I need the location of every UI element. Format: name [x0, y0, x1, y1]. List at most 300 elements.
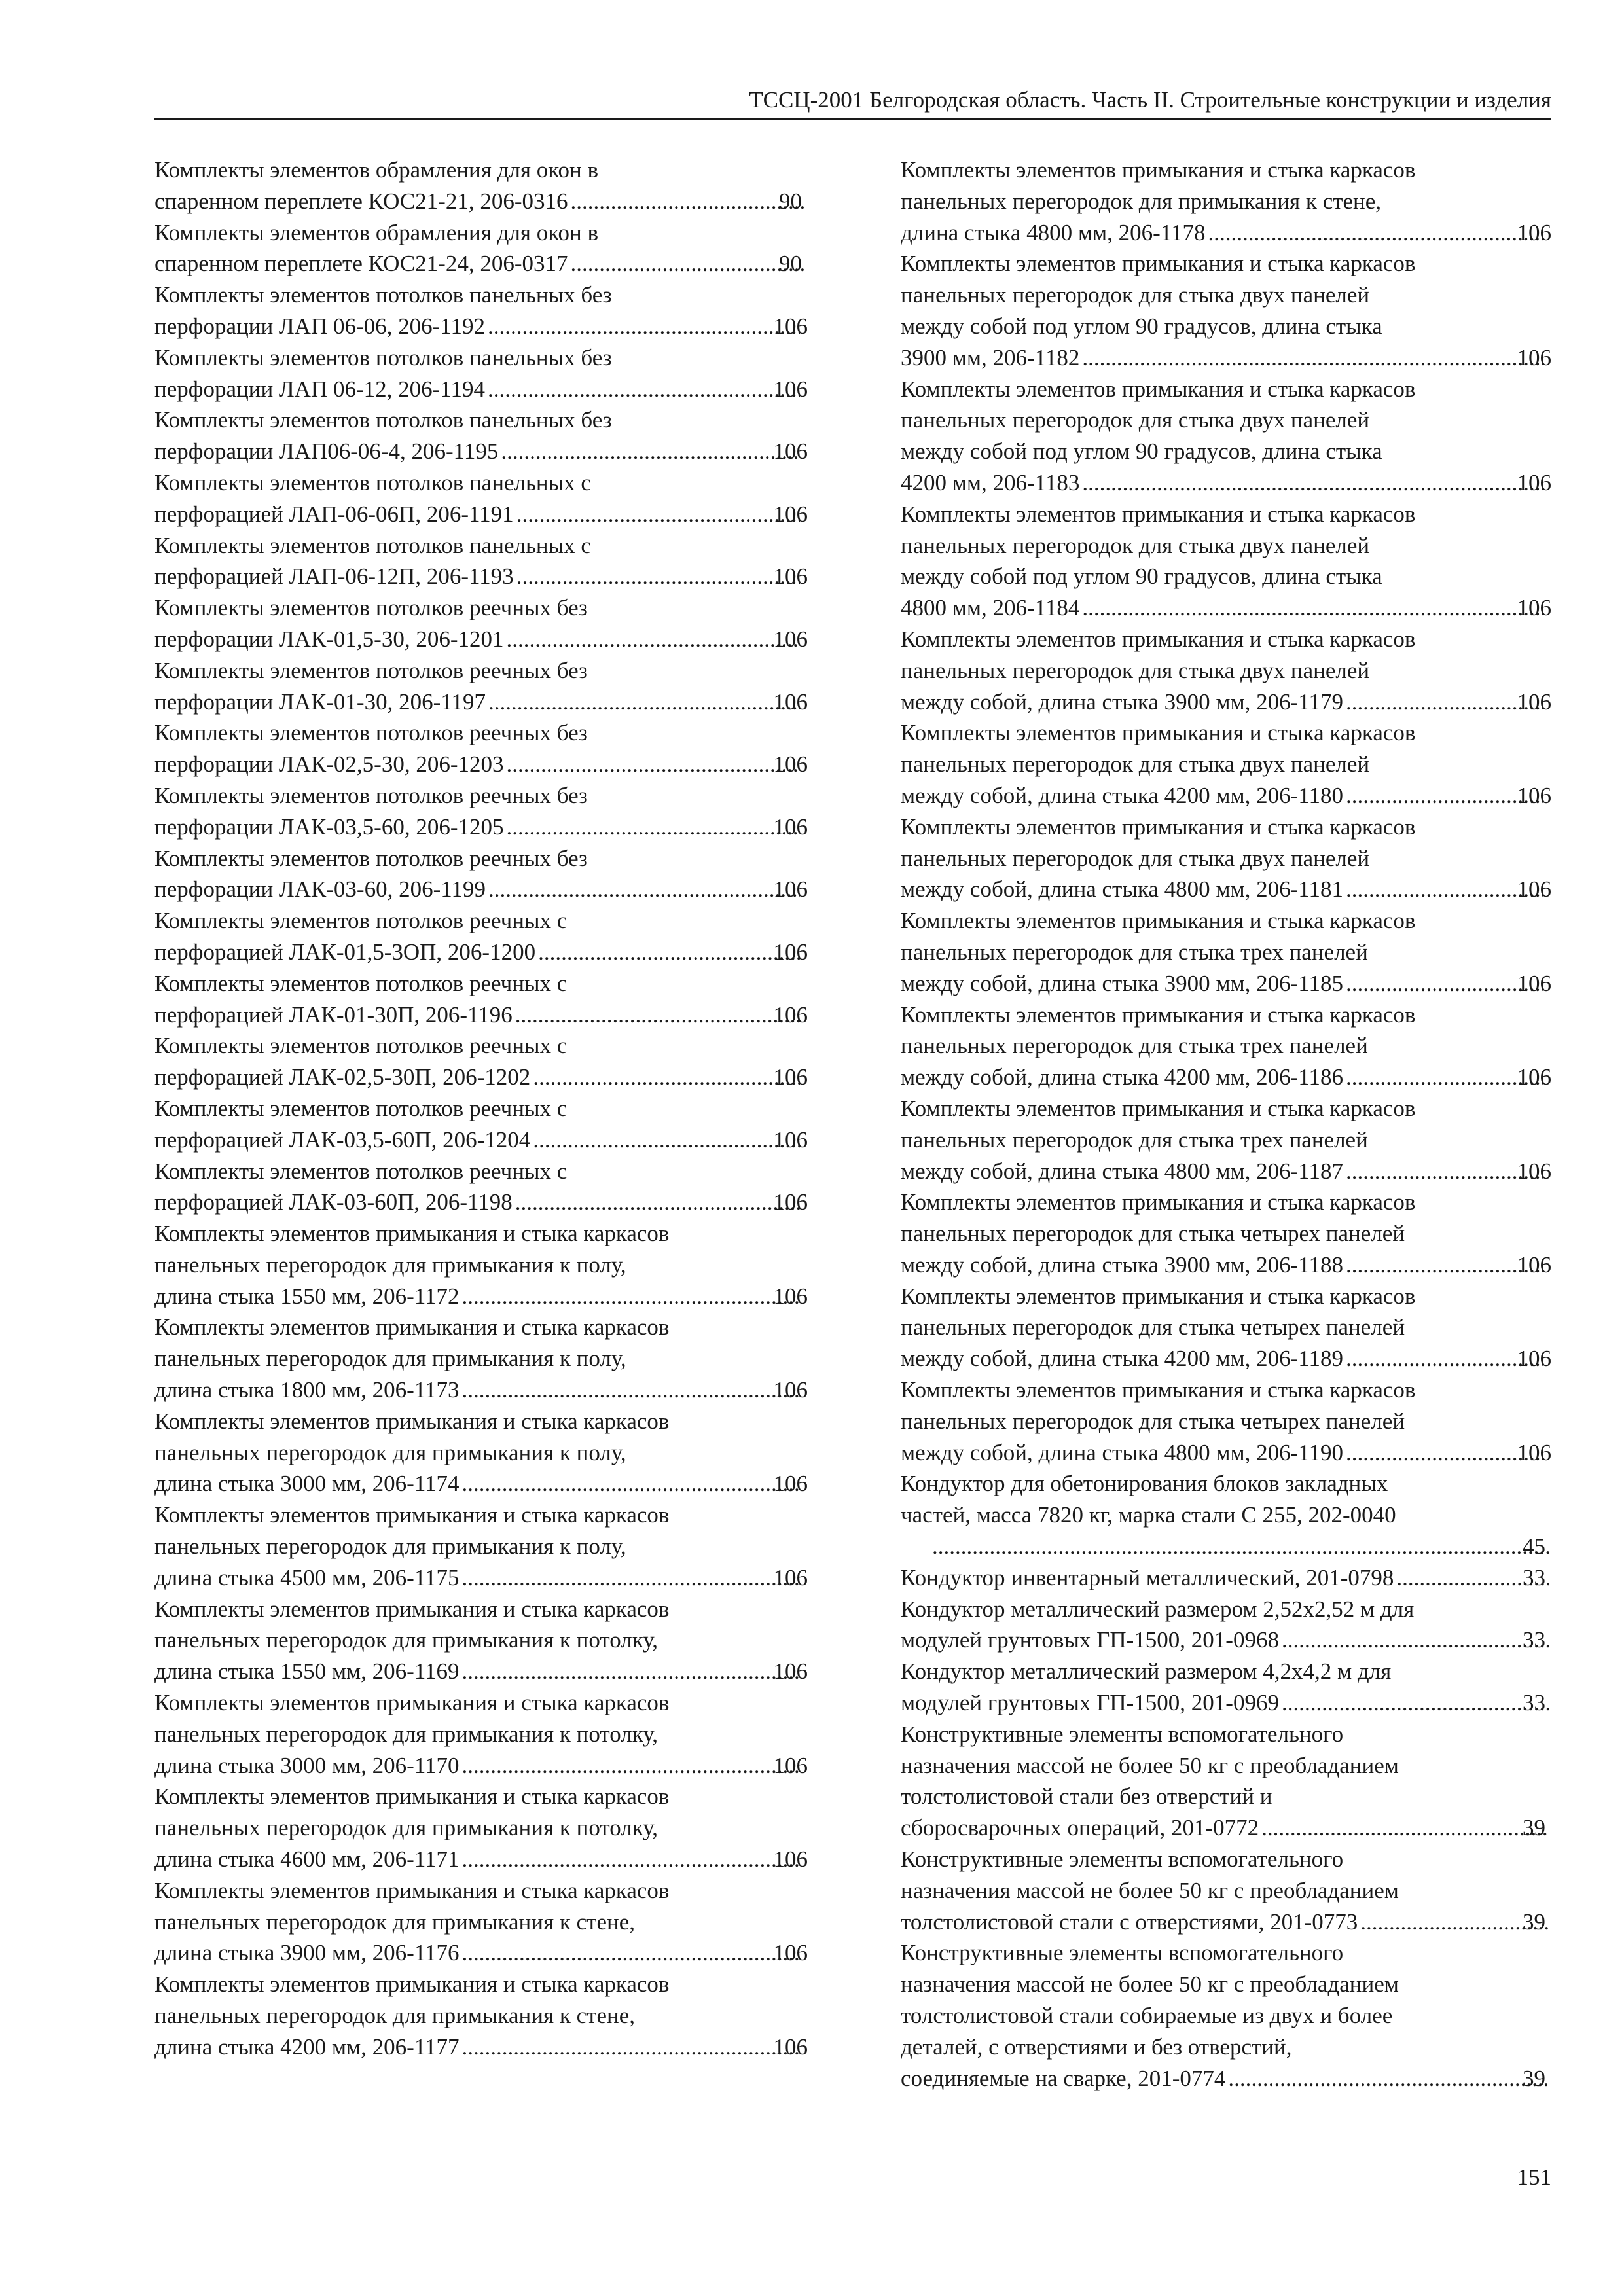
- dot-leader: [462, 1281, 800, 1312]
- index-entry-page: 106: [1517, 782, 1551, 808]
- index-entry-text: перфорации ЛАК-01-30, 206-1197: [154, 689, 486, 715]
- index-entry-text: панельных перегородок для примыкания к полу,: [154, 1346, 626, 1372]
- index-entry-text: Комплекты элементов примыкания и стыка каркасов: [901, 376, 1416, 402]
- index-entry-text: Комплекты элементов примыкания и стыка каркасов: [154, 1502, 670, 1528]
- index-entry-last-line: [154, 499, 808, 530]
- index-entry-text: перфорации ЛАК-01,5-30, 206-1201: [154, 626, 504, 652]
- dot-leader: [1282, 1687, 1549, 1719]
- dot-leader: [1346, 1343, 1543, 1374]
- dot-leader: [1346, 1156, 1543, 1187]
- dot-leader: [515, 999, 800, 1031]
- index-entry: [154, 1093, 808, 1156]
- index-entry-text: Комплекты элементов примыкания и стыка каркасов: [901, 1001, 1416, 1028]
- index-entry: [901, 624, 1551, 717]
- index-entry-last-line: [154, 1374, 808, 1406]
- dot-leader: [462, 1468, 800, 1499]
- index-entry-text: Конструктивные элементы вспомогательного: [901, 1846, 1344, 1873]
- index-entry-text: панельных перегородок для примыкания к полу,: [154, 1534, 626, 1560]
- index-entry-text: частей, масса 7820 кг, марка стали С 255, 202-0040: [901, 1502, 1396, 1528]
- index-entry-last-line: [154, 1656, 808, 1687]
- index-entry-text: соединяемые на сварке, 201-0774: [901, 2065, 1226, 2091]
- index-entry-text: панельных перегородок для примыкания к потолку,: [154, 1815, 658, 1841]
- index-entry: [154, 780, 808, 843]
- dot-leader: [507, 749, 800, 780]
- dot-leader: [488, 874, 800, 905]
- index-entry-text: перфорацией ЛАП-06-12П, 206-1193: [154, 564, 514, 590]
- index-entry-text: Комплекты элементов примыкания и стыка каркасов: [901, 1189, 1416, 1215]
- index-entry-page: 106: [773, 439, 808, 465]
- index-entry-text: Комплекты элементов примыкания и стыка каркасов: [154, 1877, 670, 1903]
- index-entry-last-line: модулей грунтовых ГП-1500, 201-0969 ..... 33: [929, 1687, 1551, 1719]
- index-entry: [154, 154, 808, 217]
- index-entry-text: длина стыка 4200 мм, 206-1177: [154, 2034, 460, 2060]
- index-entry-text: перфорацией ЛАК-03-60П, 206-1198: [154, 1189, 513, 1215]
- index-entry: [154, 1406, 808, 1499]
- index-entry: [901, 1468, 1551, 1562]
- index-entry: [154, 342, 808, 405]
- dot-leader: [462, 1750, 800, 1782]
- index-entry-page: 106: [1517, 876, 1551, 903]
- index-entry-page: 106: [773, 2034, 808, 2060]
- index-entry-text: Комплекты элементов примыкания и стыка каркасов: [154, 1314, 670, 1340]
- index-entry-text: длина стыка 1550 мм, 206-1172: [154, 1283, 460, 1309]
- index-entry-page: 106: [773, 1126, 808, 1153]
- index-entry-text: Комплекты элементов потолков панельных без: [154, 407, 612, 433]
- index-entry-text: длина стыка 3900 мм, 206-1176: [154, 1940, 460, 1966]
- index-entry-page: 106: [773, 1064, 808, 1090]
- index-entry-page: 106: [773, 1283, 808, 1309]
- index-entry-text: сборосварочных операций, 201-0772: [901, 1815, 1259, 1841]
- index-entry-page: 106: [773, 1752, 808, 1778]
- index-entry: [154, 217, 808, 280]
- index-entry-text: Комплекты элементов потолков панельных без: [154, 282, 612, 308]
- index-entry-text: Комплекты элементов потолков реечных с: [154, 1158, 568, 1184]
- index-entry-last-line: [154, 436, 808, 467]
- index-entry-text: панельных перегородок для стыка двух панелей: [901, 407, 1370, 433]
- index-entry-text: панельных перегородок для стыка двух панелей: [901, 751, 1370, 778]
- index-entry-text: Комплекты элементов потолков реечных без: [154, 845, 588, 871]
- index-entry-last-line: [154, 311, 808, 342]
- dot-leader: [533, 1062, 799, 1093]
- index-entry-last-line: [154, 1562, 808, 1594]
- index-entry-page: 106: [773, 1564, 808, 1590]
- index-entry-text: Кондуктор инвентарный металлический, 201-0798: [901, 1564, 1394, 1590]
- index-entry: [901, 1187, 1551, 1280]
- index-entry-text: Комплекты элементов потолков панельных с: [154, 469, 591, 495]
- dot-leader: [1346, 687, 1543, 718]
- index-entry-last-line: [154, 1937, 808, 1969]
- index-entry-text: Комплекты элементов потолков реечных с: [154, 970, 568, 996]
- index-entry-text: длина стыка 4500 мм, 206-1175: [154, 1564, 460, 1590]
- index-entry-page: 106: [773, 564, 808, 590]
- index-entry-last-line: [901, 687, 1551, 718]
- index-entry-text: Комплекты элементов примыкания и стыка каркасов: [154, 1971, 670, 1998]
- index-entry-text: Комплекты элементов примыкания и стыка каркасов: [901, 1095, 1416, 1121]
- dot-leader: [516, 499, 800, 530]
- index-entry: [154, 905, 808, 968]
- index-entry-text: между собой под углом 90 градусов, длина стыка: [901, 313, 1382, 339]
- index-entry: [154, 968, 808, 1031]
- index-entry-last-line: [154, 937, 808, 968]
- index-entry-text: панельных перегородок для примыкания к потолку,: [154, 1721, 658, 1747]
- index-entry-text: модулей грунтовых ГП-1500, 201-0969: [901, 1690, 1279, 1716]
- index-entry-last-line: [901, 1156, 1551, 1187]
- index-entry: [154, 1969, 808, 2062]
- index-entry-text: длина стыка 4600 мм, 206-1171: [154, 1846, 460, 1873]
- dot-leader: [462, 2032, 800, 2063]
- index-entry-page: 106: [1517, 595, 1551, 621]
- index-entry-text: между собой, длина стыка 3900 мм, 206-1185: [901, 970, 1344, 996]
- index-entry-text: Конструктивные элементы вспомогательного: [901, 1940, 1344, 1966]
- dot-leader: [488, 687, 800, 718]
- dot-leader: [1346, 1249, 1543, 1281]
- index-entry-text: между собой, длина стыка 3900 мм, 206-1179: [901, 689, 1344, 715]
- index-entry-page: 106: [773, 1189, 808, 1215]
- index-entry-page: 106: [1517, 689, 1551, 715]
- index-entry-text: назначения массой не более 50 кг с преобладанием: [901, 1877, 1399, 1903]
- page-number: 151: [1517, 2164, 1551, 2190]
- running-header-title: ТССЦ-2001 Белгородская область. Часть II. Строительные конструкции и изделия: [749, 87, 1551, 113]
- index-entry-text: Комплекты элементов примыкания и стыка каркасов: [901, 1283, 1416, 1309]
- index-entry-text: толстолистовой стали без отверстий и: [901, 1784, 1272, 1810]
- index-entry-text: спаренном переплете КОС21-21, 206-0316: [154, 188, 568, 214]
- dot-leader: [462, 1844, 800, 1875]
- index-entry-page: 106: [773, 1846, 808, 1873]
- index-entry-page: 106: [773, 1471, 808, 1497]
- index-entry-text: Комплекты элементов примыкания и стыка каркасов: [901, 1377, 1416, 1403]
- index-entry-last-line: [901, 1249, 1551, 1281]
- index-entry: [154, 1875, 808, 1969]
- index-entry-page: 106: [1517, 469, 1551, 495]
- index-entry-page: 106: [773, 1001, 808, 1028]
- index-entry-text: 3900 мм, 206-1182: [901, 344, 1080, 370]
- dot-leader: [533, 1124, 799, 1156]
- dot-leader: [1282, 1624, 1549, 1656]
- index-entry-last-line: [154, 874, 808, 905]
- index-entry-text: длина стыка 1800 мм, 206-1173: [154, 1377, 460, 1403]
- index-entry: [154, 592, 808, 655]
- index-entry-text: толстолистовой стали собираемые из двух и более: [901, 2003, 1393, 2029]
- index-entry-text: Комплекты элементов потолков реечных без: [154, 595, 588, 621]
- index-entry-last-line: спаренном переплете КОС21-24, 206-0317 ..... 90: [183, 248, 808, 279]
- index-entry-last-line: [901, 342, 1551, 374]
- dot-leader: [1346, 968, 1543, 999]
- index-entry-page: 106: [773, 689, 808, 715]
- index-entry-text: Комплекты элементов примыкания и стыка каркасов: [154, 1596, 670, 1622]
- index-entry-text: Конструктивные элементы вспомогательного: [901, 1721, 1344, 1747]
- index-entry-text: Комплекты элементов потолков панельных с: [154, 532, 591, 558]
- index-entry: [154, 1218, 808, 1312]
- index-entry-text: перфорацией ЛАК-01-30П, 206-1196: [154, 1001, 513, 1028]
- dot-leader: [507, 812, 800, 843]
- index-entry-text: панельных перегородок для стыка четырех панелей: [901, 1314, 1405, 1340]
- index-entry: [901, 999, 1551, 1093]
- dot-leader: [462, 1656, 800, 1687]
- index-entry-last-line: [901, 217, 1551, 249]
- index-entry: [154, 1312, 808, 1405]
- index-entry-last-line: [154, 1124, 808, 1156]
- index-entry-text: Комплекты элементов примыкания и стыка каркасов: [901, 626, 1416, 652]
- index-entry-text: Комплекты элементов потолков реечных с: [154, 1095, 568, 1121]
- dot-leader: [570, 248, 805, 279]
- index-entry-text: панельных перегородок для стыка двух панелей: [901, 845, 1370, 871]
- index-entry-text: Комплекты элементов примыкания и стыка каркасов: [901, 251, 1416, 277]
- index-entry-text: панельных перегородок для стыка трех панелей: [901, 939, 1368, 965]
- index-entry-text: длина стыка 4800 мм, 206-1178: [901, 219, 1206, 245]
- index-entry-text: спаренном переплете КОС21-24, 206-0317: [154, 251, 568, 277]
- index-entry: [154, 1687, 808, 1781]
- index-entry: [901, 1719, 1551, 1844]
- dot-leader: [1360, 1907, 1549, 1938]
- index-entry: [154, 1030, 808, 1093]
- dot-leader: [1082, 592, 1543, 624]
- index-entry-text: между собой, длина стыка 4200 мм, 206-1186: [901, 1064, 1344, 1090]
- index-entry-last-line: ..... 45: [929, 1531, 1551, 1562]
- index-entry-last-line: [901, 1343, 1551, 1374]
- index-entry-text: перфорации ЛАП 06-06, 206-1192: [154, 313, 485, 339]
- index-entry-text: длина стыка 3000 мм, 206-1170: [154, 1752, 460, 1778]
- index-entry-last-line: [901, 968, 1551, 999]
- index-entry-page: 106: [1517, 970, 1551, 996]
- index-entry-text: Кондуктор для обетонирования блоков закладных: [901, 1471, 1388, 1497]
- index-entry-text: Комплекты элементов обрамления для окон в: [154, 157, 598, 183]
- index-entry-last-line: [154, 749, 808, 780]
- index-entry: [154, 1594, 808, 1687]
- index-entry: [154, 843, 808, 906]
- index-entry-text: между собой под углом 90 градусов, длина стыка: [901, 564, 1382, 590]
- index-entry-last-line: соединяемые на сварке, 201-0774 ..... 39: [929, 2063, 1551, 2094]
- index-entry-last-line: [154, 2032, 808, 2063]
- index-entry-text: перфорацией ЛАП-06-06П, 206-1191: [154, 501, 514, 527]
- index-entry-text: длина стыка 3000 мм, 206-1174: [154, 1471, 460, 1497]
- index-entry-last-line: сборосварочных операций, 201-0772 ..... 39: [929, 1812, 1551, 1844]
- index-entry: [901, 1844, 1551, 1937]
- index-entry-text: Кондуктор металлический размером 4,2х4,2 м для: [901, 1659, 1392, 1685]
- index-entry-page: 106: [1517, 1346, 1551, 1372]
- index-entry-text: Комплекты элементов потолков реечных без: [154, 782, 588, 808]
- index-entry-text: панельных перегородок для стыка трех панелей: [901, 1033, 1368, 1059]
- index-entry-last-line: [901, 874, 1551, 905]
- index-entry-text: между собой, длина стыка 3900 мм, 206-1188: [901, 1251, 1344, 1278]
- index-entry: [154, 1499, 808, 1593]
- index-entry-text: панельных перегородок для примыкания к стене,: [154, 2003, 635, 2029]
- index-entry-text: между собой, длина стыка 4800 мм, 206-1181: [901, 876, 1344, 903]
- index-entry-text: перфорации ЛАП 06-12, 206-1194: [154, 376, 485, 402]
- index-entry-text: Комплекты элементов потолков реечных с: [154, 1033, 568, 1059]
- index-entry-last-line: [901, 780, 1551, 812]
- dot-leader: [462, 1374, 800, 1406]
- index-entry-page: 106: [773, 376, 808, 402]
- index-entry: [901, 374, 1551, 499]
- index-entry-last-line: [154, 374, 808, 405]
- index-entry-last-line: [154, 812, 808, 843]
- dot-leader: [570, 186, 805, 217]
- index-entry: [901, 499, 1551, 624]
- dot-leader: [488, 374, 800, 405]
- dot-leader: [1346, 1062, 1543, 1093]
- index-entry-text: деталей, с отверстиями и без отверстий,: [901, 2034, 1292, 2060]
- index-entry-last-line: [154, 561, 808, 592]
- index-entry: [154, 467, 808, 530]
- dot-leader: [516, 561, 800, 592]
- index-entry-last-line: [154, 1750, 808, 1782]
- index-entry: [154, 1781, 808, 1874]
- index-entry: [901, 1374, 1551, 1468]
- index-entry: [154, 717, 808, 780]
- index-entry-page: 106: [1517, 1158, 1551, 1184]
- index-entry-page: 106: [1517, 1439, 1551, 1465]
- index-entry-page: 106: [773, 313, 808, 339]
- index-entry-page: 106: [773, 814, 808, 840]
- index-entry-last-line: [901, 592, 1551, 624]
- dot-leader: [1261, 1812, 1549, 1844]
- index-entry-text: Комплекты элементов примыкания и стыка каркасов: [154, 1690, 670, 1716]
- index-entry-text: панельных перегородок для стыка двух панелей: [901, 282, 1370, 308]
- dot-leader: [462, 1562, 800, 1594]
- index-entry-text: панельных перегородок для стыка четырех панелей: [901, 1221, 1405, 1247]
- index-entry-page: 106: [773, 1659, 808, 1685]
- index-entry-text: Комплекты элементов потолков панельных без: [154, 344, 612, 370]
- index-entry: [154, 1156, 808, 1219]
- index-entry-last-line: [154, 999, 808, 1031]
- dot-leader: [501, 436, 799, 467]
- index-entry-last-line: спаренном переплете КОС21-21, 206-0316 ..... 90: [183, 186, 808, 217]
- index-entry-last-line: [154, 1062, 808, 1093]
- index-entry-text: перфорации ЛАК-02,5-30, 206-1203: [154, 751, 504, 778]
- dot-leader: [1082, 467, 1543, 499]
- index-entry-text: панельных перегородок для примыкания к стене,: [901, 188, 1381, 214]
- index-entry-text: Комплекты элементов примыкания и стыка каркасов: [154, 1221, 670, 1247]
- index-entry-page: 106: [773, 876, 808, 903]
- index-entry: [901, 1594, 1551, 1657]
- index-entry-text: 4200 мм, 206-1183: [901, 469, 1080, 495]
- index-entry: [901, 905, 1551, 999]
- index-entry-last-line: [154, 687, 808, 718]
- dot-leader: [507, 624, 800, 655]
- index-entry-text: модулей грунтовых ГП-1500, 201-0968: [901, 1627, 1279, 1653]
- index-entry-text: панельных перегородок для стыка двух панелей: [901, 657, 1370, 683]
- index-entry-text: толстолистовой стали с отверстиями, 201-0773: [901, 1909, 1358, 1935]
- index-entry-text: перфорацией ЛАК-03,5-60П, 206-1204: [154, 1126, 531, 1153]
- index-entry-text: Комплекты элементов примыкания и стыка каркасов: [901, 908, 1416, 934]
- index-entry-page: 106: [773, 1377, 808, 1403]
- index-entry-text: панельных перегородок для примыкания к потолку,: [154, 1627, 658, 1653]
- index-entry-page: 106: [1517, 1064, 1551, 1090]
- index-entry-text: 4800 мм, 206-1184: [901, 595, 1080, 621]
- index-entry-text: перфорации ЛАК-03-60, 206-1199: [154, 876, 486, 903]
- index-entry-text: Комплекты элементов потолков реечных без: [154, 720, 588, 746]
- index-entry-last-line: [901, 1062, 1551, 1093]
- index-column-left: [154, 154, 808, 2063]
- index-entry-page: 106: [773, 939, 808, 965]
- index-entry-text: перфорацией ЛАК-02,5-30П, 206-1202: [154, 1064, 531, 1090]
- dot-leader: [1228, 2063, 1549, 2094]
- index-entry-text: между собой, длина стыка 4800 мм, 206-1187: [901, 1158, 1344, 1184]
- index-entry-text: Комплекты элементов примыкания и стыка каркасов: [901, 720, 1416, 746]
- dot-leader: [462, 1937, 800, 1969]
- dot-leader: [1208, 217, 1543, 249]
- index-entry-text: назначения массой не более 50 кг с преобладанием: [901, 1752, 1399, 1778]
- index-entry: [901, 812, 1551, 905]
- index-entry: [901, 1656, 1551, 1719]
- index-entry: [901, 717, 1551, 811]
- index-entry-text: панельных перегородок для примыкания к полу,: [154, 1439, 626, 1465]
- index-entry-text: между собой, длина стыка 4200 мм, 206-1189: [901, 1346, 1344, 1372]
- dot-leader: [932, 1531, 1549, 1562]
- dot-leader: [1346, 874, 1543, 905]
- index-entry-last-line: модулей грунтовых ГП-1500, 201-0968 ..... 33: [929, 1624, 1551, 1656]
- dot-leader: [488, 311, 800, 342]
- index-entry-text: назначения массой не более 50 кг с преобладанием: [901, 1971, 1399, 1998]
- index-entry: [154, 655, 808, 718]
- index-entry-last-line: [154, 1187, 808, 1218]
- index-entry-page: 106: [1517, 344, 1551, 370]
- dot-leader: [515, 1187, 800, 1218]
- index-entry-text: Комплекты элементов примыкания и стыка каркасов: [154, 1784, 670, 1810]
- index-entry-text: Комплекты элементов потолков реечных без: [154, 657, 588, 683]
- index-entry-text: панельных перегородок для стыка двух панелей: [901, 532, 1370, 558]
- index-entry-text: Комплекты элементов потолков реечных с: [154, 908, 568, 934]
- index-entry-page: 106: [773, 1940, 808, 1966]
- index-entry-last-line: Кондуктор инвентарный металлический, 201-0798 ..... 33: [929, 1562, 1551, 1594]
- index-entry: [901, 154, 1551, 248]
- index-entry-text: панельных перегородок для стыка трех панелей: [901, 1126, 1368, 1153]
- dot-leader: [538, 937, 799, 968]
- index-entry-page: 106: [773, 751, 808, 778]
- index-entry: [154, 530, 808, 593]
- dot-leader: [1346, 780, 1543, 812]
- index-entry-text: Комплекты элементов обрамления для окон в: [154, 219, 598, 245]
- index-entry: [901, 1937, 1551, 2094]
- index-entry-text: панельных перегородок для стыка четырех панелей: [901, 1408, 1405, 1434]
- index-entry-last-line: толстолистовой стали с отверстиями, 201-0773 ..... 39: [929, 1907, 1551, 1938]
- index-entry: [901, 248, 1551, 373]
- index-entry: [154, 279, 808, 342]
- index-entry-text: длина стыка 1550 мм, 206-1169: [154, 1659, 460, 1685]
- index-entry-text: Кондуктор металлический размером 2,52х2,52 м для: [901, 1596, 1415, 1622]
- index-entry: [901, 1562, 1551, 1594]
- index-entry-last-line: [901, 1437, 1551, 1469]
- index-entry-text: между собой под углом 90 градусов, длина стыка: [901, 439, 1382, 465]
- index-entry-page: 106: [773, 501, 808, 527]
- index-entry: [901, 1281, 1551, 1374]
- index-entry-last-line: [154, 1281, 808, 1312]
- index-column-right: [901, 154, 1551, 2094]
- dot-leader: [1082, 342, 1543, 374]
- index-entry-text: между собой, длина стыка 4200 мм, 206-1180: [901, 782, 1344, 808]
- index-entry-text: панельных перегородок для примыкания к полу,: [154, 1251, 626, 1278]
- index-entry: [901, 1093, 1551, 1187]
- index-entry-text: Комплекты элементов примыкания и стыка каркасов: [901, 814, 1416, 840]
- index-entry-page: 106: [1517, 1251, 1551, 1278]
- index-entry-last-line: [154, 624, 808, 655]
- index-entry-text: перфорацией ЛАК-01,5-3ОП, 206-1200: [154, 939, 536, 965]
- dot-leader: [1346, 1437, 1543, 1469]
- index-entry-last-line: [154, 1468, 808, 1499]
- index-entry: [154, 404, 808, 467]
- running-header: [154, 86, 1551, 120]
- index-entry-last-line: [901, 467, 1551, 499]
- index-entry-text: панельных перегородок для примыкания к стене,: [154, 1909, 635, 1935]
- index-entry-text: Комплекты элементов примыкания и стыка каркасов: [901, 157, 1416, 183]
- index-entry-text: перфорации ЛАП06-06-4, 206-1195: [154, 439, 499, 465]
- index-entry-text: между собой, длина стыка 4800 мм, 206-1190: [901, 1439, 1344, 1465]
- index-entry-text: Комплекты элементов примыкания и стыка каркасов: [901, 501, 1416, 527]
- index-entry-text: Комплекты элементов примыкания и стыка каркасов: [154, 1408, 670, 1434]
- index-entry-text: перфорации ЛАК-03,5-60, 206-1205: [154, 814, 504, 840]
- index-entry-page: 106: [773, 626, 808, 652]
- index-entry-last-line: [154, 1844, 808, 1875]
